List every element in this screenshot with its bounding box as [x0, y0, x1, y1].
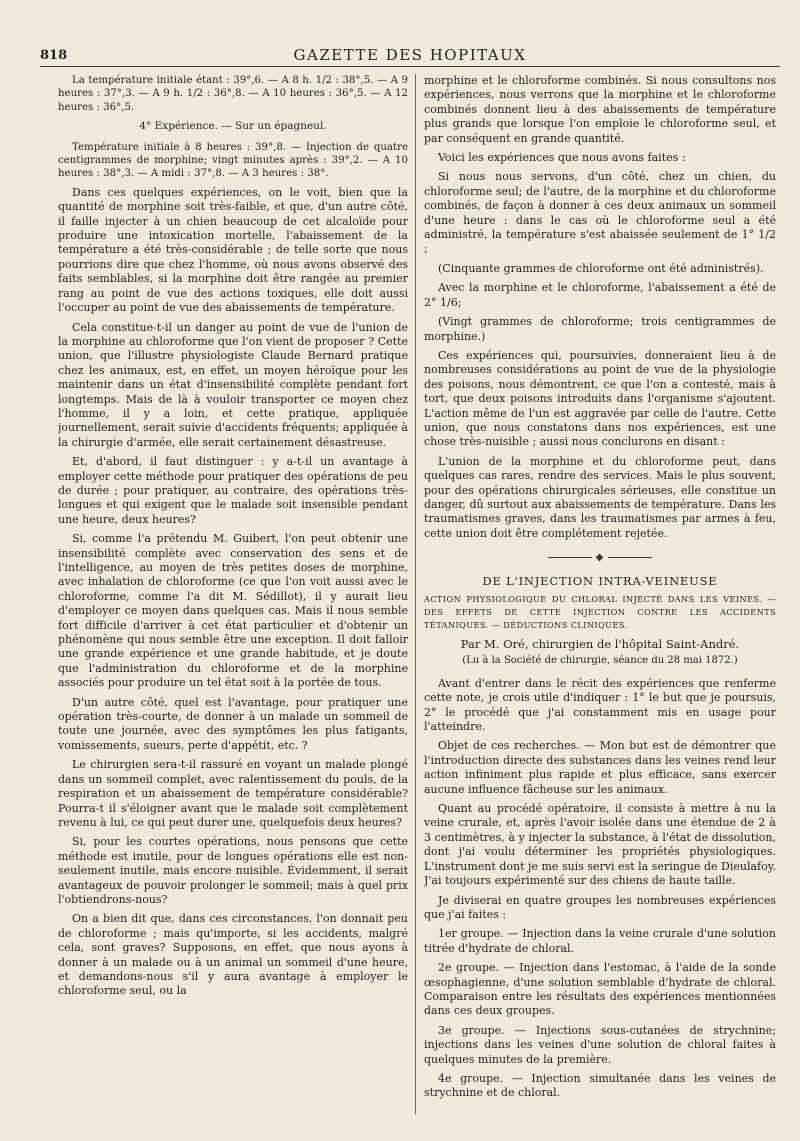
paragraph: Et, d'abord, il faut distinguer : y a-t-il un avantage à employer cette méthode pour pratiquer des opérations de peu de durée ; pour pratiquer, au contraire, des opérations très-longues et qui exigent que le malade soit insensible pendant une heure, deux heures? — [58, 455, 408, 526]
paragraph: 1er groupe. — Injection dans la veine crurale d'une solution titrée d'hydrate de chloral. — [424, 927, 776, 955]
paragraph: Avec la morphine et le chloroforme, l'abaissement a été de 2° 1/6; — [424, 281, 776, 309]
paragraph: Si nous nous servons, d'un côté, chez un chien, du chloroforme seul; de l'autre, de la morphine et du chloroforme combinés, de façon à donner à ces deux animaux un sommeil d'une heure : dans le cas où le chloroforme seul a été administré, la température s'est abaissée seulement de 1° 1/2 ; — [424, 170, 776, 256]
section-summary: ACTION PHYSIOLOGIQUE DU CHLORAL INJECTÉ DANS LES VEINES. — DES EFFETS DE CETTE INJECTION CONTRE LES ACCIDENTS TÉTANIQUES. — DÉDUCTIONS CLINIQUES. — [424, 594, 776, 630]
paragraph: Le chirurgien sera-t-il rassuré en voyant un malade plongé dans un sommeil complet, avec ralentissement du pouls, de la respiration et un abaissement de température considérable? Pourra-t il s'éloigner avant que le malade soit complètement revenu à lui, ce qui peut durer une, quelquefois deux heures? — [58, 758, 408, 829]
page-header — [40, 40, 780, 67]
paragraph: Avant d'entrer dans le récit des expériences que renferme cette note, je crois utile d'indiquer : 1° le but que je poursuis, 2° le procédé que j'ai constamment mis en usage pour l'atteindre. — [424, 676, 776, 734]
paragraph: D'un autre côté, quel est l'avantage, pour pratiquer une opération très-courte, de donner à un malade un sommeil de toute une journée, avec des symptômes les plus fatigants, vomissements, sueurs, perte d'appétit, etc. ? — [58, 695, 408, 752]
paragraph: Si, comme l'a prétendu M. Guibert, l'on peut obtenir une insensibilité complète avec conservation des sens et de l'intelligence, au moyen de très petites doses de morphine, avec inhalation de chloroforme (ce que l'on voit aussi avec le chloroforme, comme l'a dit M. Sédillot), il y aurait lieu d'employer ce moyen dans quelques cas. Mais il nous semble fort difficile d'arriver à cet état particulier et d'obtenir un phénomène qui nous semble être une exception. Il doit falloir une grande expérience et une grande habitude, et je doute que l'administration du chloroforme et de la morphine associés pour produire un tel état soit à la portée de tous. — [58, 532, 408, 690]
left-column — [58, 74, 408, 1104]
ornament-divider: ◆ — [424, 551, 776, 565]
paragraph: Dans ces quelques expériences, on le voit, bien que la quantité de morphine soit très-faible, et que, d'un autre côté, il faille injecter à un chien beaucoup de cet alcaloïde pour produire une intoxication mortelle, l'abaissement de la température a été très-considérable ; de telle sorte que nous pourrions dire que chez l'homme, où nous avons observé des faits semblables, si la morphine doit être rangée au premier rang au point de vue des actions toxiques, elle doit aussi l'occuper au point de vue des abaissements de température. — [58, 185, 408, 315]
author-line: Par M. Oré, chirurgien de l'hôpital Saint-André. — [460, 637, 740, 651]
paragraph: Objet de ces recherches. — Mon but est de démontrer que l'introduction directe des substances dans les veines rend leur action infiniment plus rapide et plus efficace, sans exercer aucune influence fâcheuse sur les animaux. — [424, 739, 776, 796]
paragraph: L'union de la morphine et du chloroforme peut, dans quelques cas rares, rendre des services. Mais le plus souvent, pour des opérations chirurgicales sérieuses, elle constitue un danger, dû surtout aux abaissements de température. Dans les traumatismes graves, dans les traumatismes par armes à feu, cette union doit être complétement rejetée. — [424, 454, 776, 540]
paragraph: On a bien dit que, dans ces circonstances, l'on donnait peu de chloroforme ; mais qu'importe, si les accidents, malgré cela, sont graves? Supposons, en effet, que nous ayons à donner à un malade ou à un animal un sommeil d'une heure, et demandons-nous s'il y aura avantage à employer le chloroforme seul, ou la — [58, 912, 408, 998]
paragraph: Je diviserai en quatre groupes les nombreuses expériences que j'ai faites : — [424, 893, 776, 921]
page-number: 818 — [40, 48, 68, 63]
running-title: GAZETTE DES HOPITAUX — [293, 46, 527, 64]
paragraph: Si, pour les courtes opérations, nous pensons que cette méthode est inutile, pour de longues opérations elle est non-seulement inutile, mais encore nuisible. Évidemment, il serait avantageux de pouvoir prolonger le sommeil; mais à quel prix l'obtiendrons-nous? — [58, 835, 408, 906]
paragraph: Cela constitue-t-il un danger au point de vue de l'union de la morphine au chloroforme que l'on vient de proposer ? Cette union, que l'illustre physiologiste Claude Bernard pratique chez les animaux, est, en effet, un moyen héroïque pour les maintenir dans un état d'insensibilité complète pendant fort longtemps. Mais de là à vouloir transporter ce moyen chez l'homme, il y a loin, et cette pratique, appliquée journellement, serait suivie d'accidents fréquents; appliquée à la chirurgie d'armée, elle serait certainement désastreuse. — [58, 320, 408, 449]
column-divider — [415, 74, 416, 1114]
paragraph: 2e groupe. — Injection dans l'estomac, à l'aide de la sonde œsophagienne, d'une solution semblable d'hydrate de chloral. Comparaison entre les résultats des expériences mentionnées dans ces deux groupes. — [424, 961, 776, 1018]
section-title: DE L'INJECTION INTRA-VEINEUSE — [482, 573, 718, 588]
paragraph: 4e groupe. — Injection simultanée dans les veines de strychnine et de chloral. — [424, 1071, 776, 1100]
paragraph: morphine et le chloroforme combinés. Si nous consultons nos expériences, nous verrons que la morphine et le chloroforme combinés donnent lieu à des abaissements de température plus grands que lorsque l'on emploie le chloroforme seul, et par conséquent en grande quantité. — [424, 74, 776, 145]
paragraph: Quant au procédé opératoire, il consiste à mettre à nu la veine crurale, et, après l'avoir isolée dans une étendue de 2 à 3 centimètres, à y injecter la substance, à l'état de dissolution, dont j'ai voulu déterminer les propriétés physiologiques. L'instrument dont je me suis servi est la seringue de Dieulafoy. J'ai toujours expérimenté sur des chiens de haute taille. — [424, 802, 776, 888]
reading-note: (Lu à la Société de chirurgie, séance du 28 mai 1872.) — [462, 655, 738, 667]
paragraph: 3e groupe. — Injections sous-cutanées de strychnine; injections dans les veines d'une solution de chloral faites à quelques minutes de la première. — [424, 1023, 776, 1066]
paragraph: Ces expériences qui, poursuivies, donneraient lieu à de nombreuses considérations au point de vue de la physiologie des poisons, nous démontrent, ce que l'on a contesté, mais à tort, que deux poisons introduits dans l'organisme s'ajoutent. L'action même de l'un est aggravée par celle de l'autre. Cette union, que nous constatons dans nos expériences, est une chose très-nuisible ; aussi nous conclurons en disant : — [424, 348, 776, 449]
paragraph: Voici les expériences que nous avons faites : — [438, 151, 686, 165]
paragraph: (Cinquante grammes de chloroforme ont été administrés). — [438, 261, 764, 275]
right-column — [424, 74, 776, 1104]
experiment-heading: 4° Expérience. — Sur un épagneul. — [139, 120, 327, 133]
paragraph: Température initiale à 8 heures : 39°,8. — Injection de quatre centigrammes de morphine; vingt minutes après : 39°,2. — A 10 heures : 38°,3. — A midi : 37°,8. — A 3 heures : 38°. — [58, 141, 408, 180]
paragraph: La température initiale étant : 39°,6. — A 8 h. 1/2 : 38°,5. — A 9 heures : 37°,3. — A 9 h. 1/2 : 36°,8. — A 10 heures : 36°,5. — A 12 heures : 36°,5. — [58, 75, 408, 113]
paragraph: (Vingt grammes de chloroforme; trois centigrammes de morphine.) — [424, 315, 776, 343]
